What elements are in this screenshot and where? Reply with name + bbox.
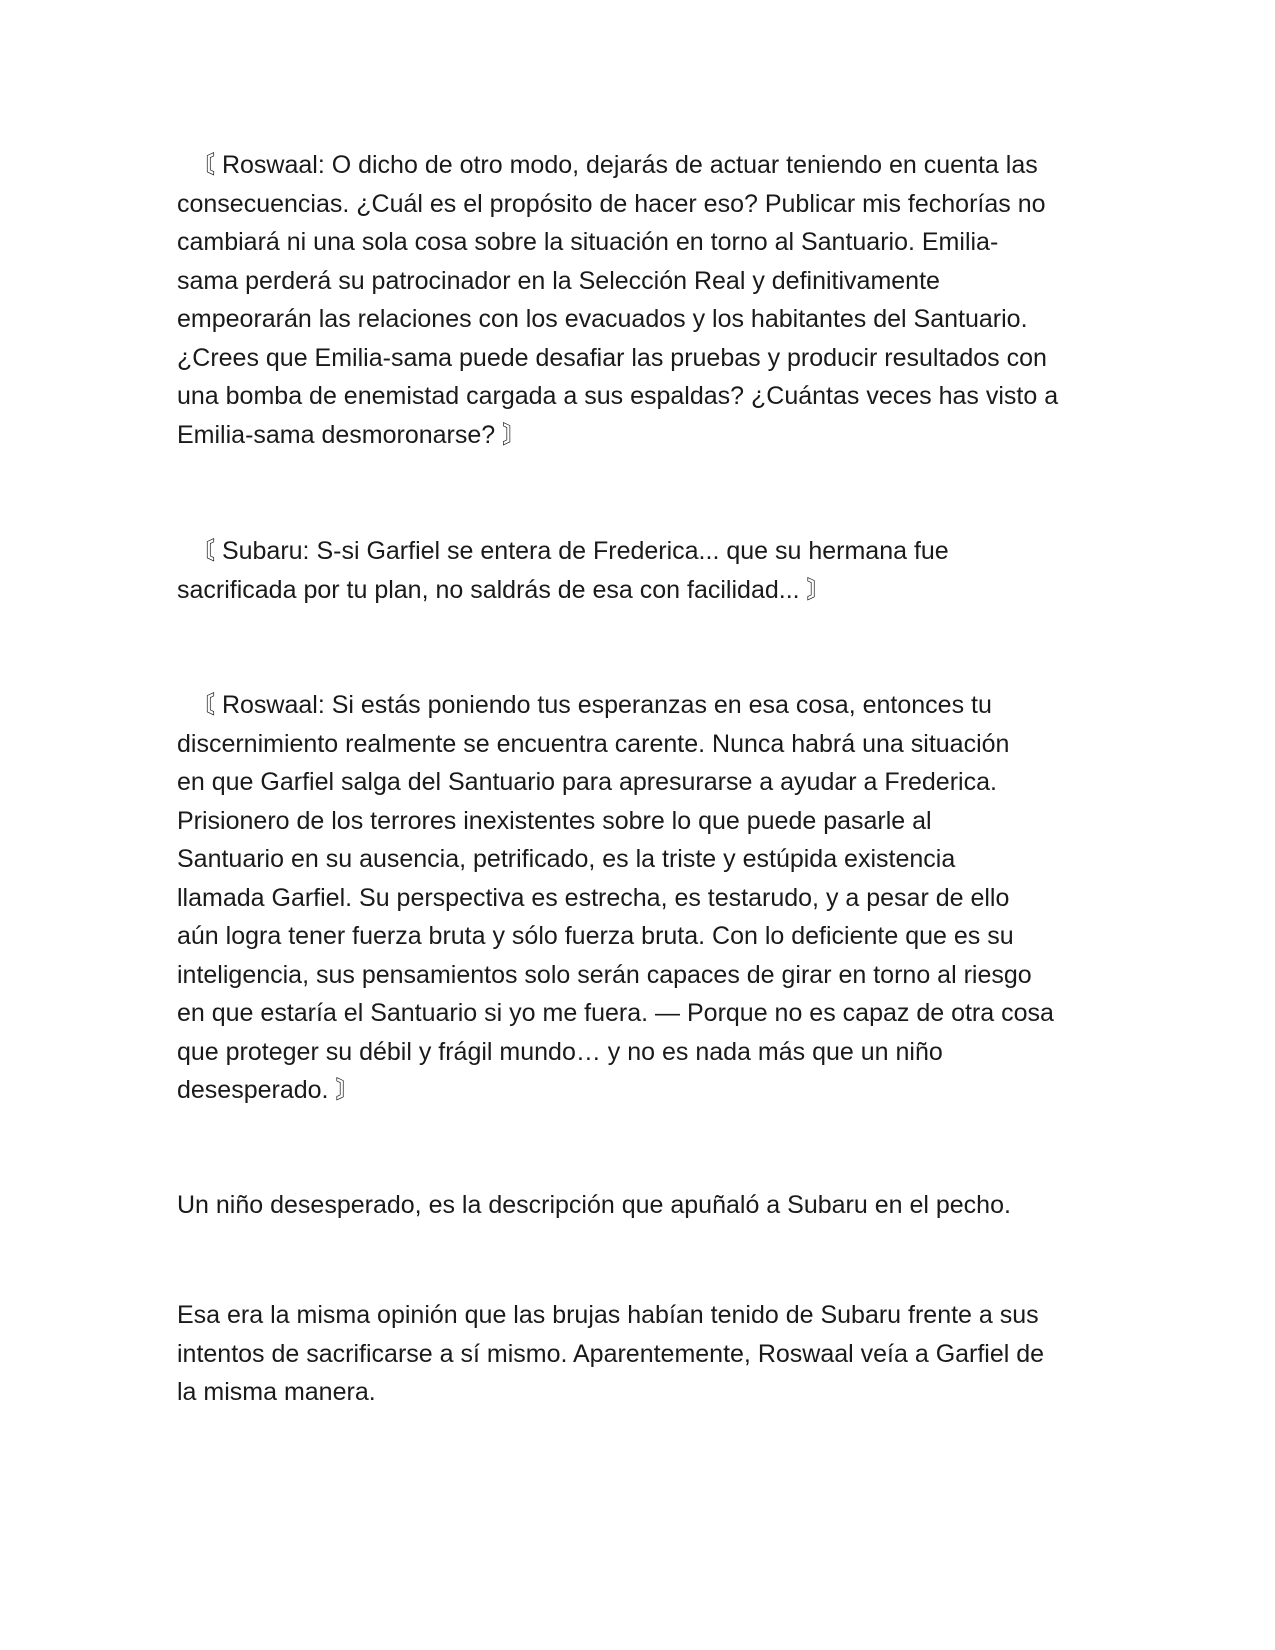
text-line: cambiará ni una sola cosa sobre la situación en torno al Santuario. Emilia- (177, 228, 999, 256)
text-line: intentos de sacrificarse a sí mismo. Aparentemente, Roswaal veía a Garfiel de (177, 1339, 1045, 1368)
text-line: aún logra tener fuerza bruta y sólo fuerza bruta. Con lo deficiente que es su (177, 922, 1014, 950)
text-line: llamada Garfiel. Su perspectiva es estrecha, es testarudo, y a pesar de ello (177, 883, 1010, 912)
dialogue-subaru (177, 532, 1107, 609)
text-line: Un niño desesperado, es la descripción que apuñaló a Subaru en el pecho. (177, 1191, 1011, 1219)
text-line: empeorarán las relaciones con los evacuados y los habitantes del Santuario. (177, 305, 1028, 333)
text-line: inteligencia, sus pensamientos solo serán capaces de girar en torno al riesgo (177, 960, 1032, 989)
text-line: ¿Crees que Emilia-sama puede desafiar las pruebas y producir resultados con (177, 343, 1047, 372)
text-line: consecuencias. ¿Cuál es el propósito de hacer eso? Publicar mis fechorías no (177, 189, 1046, 218)
text-line: Esa era la misma opinión que las brujas habían tenido de Subaru frente a sus (177, 1301, 1039, 1329)
text-line: 〘 Roswaal: O dicho de otro modo, dejarás de actuar teniendo en cuenta las (190, 151, 1038, 179)
text-line: en que Garfiel salga del Santuario para apresurarse a ayudar a Frederica. (177, 768, 997, 796)
text-line: desesperado. 〙 (177, 1076, 361, 1104)
narration-paragraph-2 (177, 1296, 1107, 1412)
text-line: Prisionero de los terrores inexistentes sobre lo que puede pasarle al (177, 806, 932, 835)
narration-paragraph-1 (177, 1186, 1107, 1225)
text-line: 〘 Roswaal: Si estás poniendo tus esperanzas en esa cosa, entonces tu (190, 691, 992, 719)
dialogue-roswaal-2 (177, 686, 1107, 1110)
text-line: Emilia-sama desmoronarse? 〙 (177, 420, 528, 449)
dialogue-roswaal-1 (177, 146, 1107, 454)
text-line: una bomba de enemistad cargada a sus espaldas? ¿Cuántas veces has visto a (177, 382, 1059, 410)
text-line: Santuario en su ausencia, petrificado, es la triste y estúpida existencia (177, 845, 956, 873)
text-line: discernimiento realmente se encuentra carente. Nunca habrá una situación (177, 729, 1010, 758)
text-line: en que estaría el Santuario si yo me fuera. — Porque no es capaz de otra cosa (177, 999, 1054, 1027)
text-line: sacrificada por tu plan, no saldrás de esa con facilidad... 〙 (177, 575, 832, 604)
text-line: la misma manera. (177, 1378, 376, 1406)
text-line: que proteger su débil y frágil mundo… y no es nada más que un niño (177, 1037, 943, 1066)
text-line: sama perderá su patrocinador en la Selección Real y definitivamente (177, 266, 940, 295)
text-line: 〘 Subaru: S-si Garfiel se entera de Frederica... que su hermana fue (190, 537, 949, 565)
